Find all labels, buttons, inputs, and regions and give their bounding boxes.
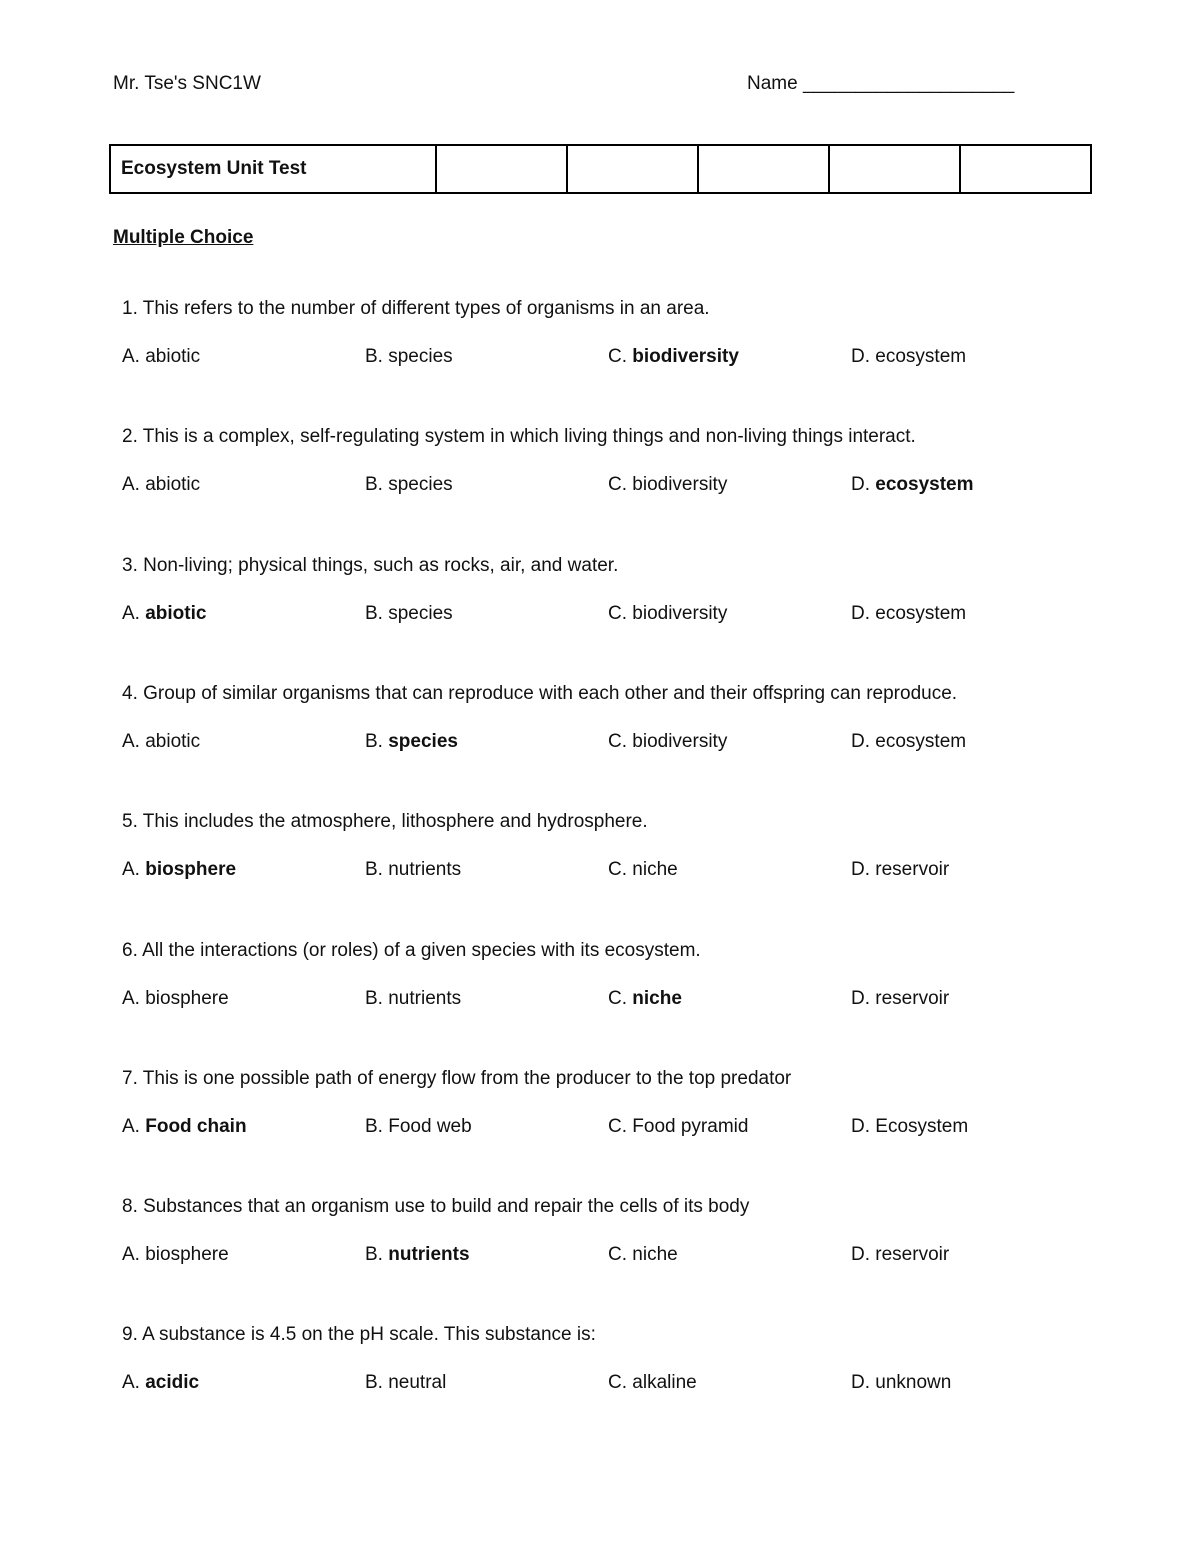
choice-letter: D. (851, 1372, 870, 1394)
score-cell (960, 145, 1091, 193)
choice-letter: B. (365, 1244, 383, 1266)
choice-letter: D. (851, 474, 870, 496)
choice-letter: A. (122, 730, 140, 752)
answer-choice[interactable] (608, 603, 727, 625)
choice-text: reservoir (875, 987, 950, 1009)
choice-text: unknown (875, 1372, 952, 1394)
choice-text: biodiversity (632, 602, 728, 624)
choice-letter: C. (608, 1372, 627, 1394)
choice-letter: B. (365, 602, 383, 624)
choice-text: species (388, 602, 453, 624)
answer-choice[interactable] (608, 1372, 697, 1394)
score-cell (436, 145, 567, 193)
score-cell (567, 145, 698, 193)
choice-text: niche (632, 859, 678, 881)
answer-choice[interactable] (608, 1244, 678, 1266)
choice-letter: B. (365, 1372, 383, 1394)
choice-letter: C. (608, 730, 627, 752)
choice-text: alkaline (632, 1372, 697, 1394)
answer-choice[interactable] (122, 1244, 229, 1266)
choice-letter: A. (122, 474, 140, 496)
choice-text: ecosystem (875, 602, 967, 624)
correct-choice-text: ecosystem (875, 474, 974, 496)
choice-letter: D. (851, 987, 870, 1009)
answer-choice[interactable] (365, 859, 461, 881)
answer-choice[interactable] (851, 1116, 968, 1138)
choice-letter: C. (608, 346, 627, 367)
answer-choice[interactable] (851, 731, 966, 753)
answer-choice[interactable] (608, 859, 678, 881)
choice-letter: D. (851, 602, 870, 624)
answer-choice[interactable] (608, 988, 682, 1010)
question-text: 3. Non-living; physical things, such as rocks, air, and water. (122, 554, 619, 576)
choice-text: Food web (388, 1115, 472, 1137)
course-label: Mr. Tse's SNC1W (113, 73, 261, 94)
choice-letter: B. (365, 1115, 383, 1137)
title-table (109, 144, 1092, 194)
choice-letter: D. (851, 859, 870, 881)
choice-letter: A. (122, 602, 140, 624)
answer-choice[interactable] (608, 1116, 748, 1138)
answer-choice[interactable] (365, 474, 453, 496)
choice-text: Food pyramid (632, 1115, 749, 1137)
question-text: 4. Group of similar organisms that can reproduce with each other and their offspring can reproduce. (122, 682, 958, 704)
choice-letter: A. (122, 1115, 140, 1137)
choice-letter: B. (365, 346, 383, 367)
correct-choice-text: abiotic (145, 602, 207, 624)
correct-choice-text: species (388, 730, 458, 752)
question-text: 7. This is one possible path of energy flow from the producer to the top predator (122, 1067, 792, 1089)
correct-choice-text: acidic (145, 1372, 200, 1394)
correct-choice-text: nutrients (388, 1244, 470, 1266)
answer-choice[interactable] (122, 1116, 247, 1138)
choice-letter: A. (122, 859, 140, 881)
answer-choice[interactable] (122, 988, 229, 1010)
answer-choice[interactable] (851, 1372, 951, 1394)
test-title: Ecosystem Unit Test (110, 145, 436, 193)
choice-letter: C. (608, 1244, 627, 1266)
answer-choice[interactable] (851, 346, 966, 368)
choice-text: Ecosystem (875, 1115, 969, 1137)
choice-letter: D. (851, 1115, 870, 1137)
choice-letter: D. (851, 1244, 870, 1266)
answer-choice[interactable] (365, 988, 461, 1010)
answer-choice[interactable] (122, 603, 206, 625)
question-text: 9. A substance is 4.5 on the pH scale. This substance is: (122, 1324, 596, 1346)
answer-choice[interactable] (851, 474, 974, 496)
choice-letter: C. (608, 474, 627, 496)
answer-choice[interactable] (851, 859, 949, 881)
choice-text: niche (632, 1244, 678, 1266)
choice-text: ecosystem (875, 730, 967, 752)
answer-choice[interactable] (365, 1244, 470, 1266)
choice-letter: C. (608, 1115, 627, 1137)
choice-letter: A. (122, 1244, 140, 1266)
choice-text: biosphere (145, 987, 229, 1009)
correct-choice-text: Food chain (145, 1115, 247, 1137)
choice-letter: A. (122, 987, 140, 1009)
correct-choice-text: biodiversity (632, 346, 739, 367)
answer-choice[interactable] (122, 474, 200, 496)
choice-text: nutrients (388, 987, 462, 1009)
choice-letter: D. (851, 730, 870, 752)
question-text: 2. This is a complex, self-regulating system in which living things and non-living things interact. (122, 426, 916, 448)
question-text: 5. This includes the atmosphere, lithosphere and hydrosphere. (122, 811, 648, 833)
choice-letter: A. (122, 1372, 140, 1394)
choice-text: species (388, 474, 453, 496)
choice-text: biodiversity (632, 730, 728, 752)
choice-text: biosphere (145, 1244, 229, 1266)
choice-text: abiotic (145, 346, 201, 367)
choice-letter: A. (122, 346, 140, 367)
answer-choice[interactable] (608, 731, 727, 753)
answer-choice[interactable] (122, 346, 200, 368)
choice-text: abiotic (145, 730, 201, 752)
choice-text: ecosystem (875, 346, 967, 367)
answer-choice[interactable] (365, 1372, 446, 1394)
choice-letter: D. (851, 346, 870, 367)
choice-text: reservoir (875, 859, 950, 881)
answer-choice[interactable] (365, 603, 453, 625)
correct-choice-text: niche (632, 987, 682, 1009)
answer-choice[interactable] (851, 988, 949, 1010)
choice-letter: C. (608, 987, 627, 1009)
answer-choice[interactable] (851, 1244, 949, 1266)
choice-text: species (388, 346, 453, 367)
score-cell (698, 145, 829, 193)
answer-choice[interactable] (122, 859, 236, 881)
correct-choice-text: biosphere (145, 859, 237, 881)
answer-choice[interactable] (851, 603, 966, 625)
answer-choice[interactable] (122, 731, 200, 753)
choice-letter: B. (365, 859, 383, 881)
question-text: 6. All the interactions (or roles) of a given species with its ecosystem. (122, 939, 701, 961)
choice-letter: C. (608, 602, 627, 624)
name-field-label: Name ____________________ (747, 73, 1015, 94)
answer-choice[interactable] (122, 1372, 199, 1394)
answer-choice[interactable] (608, 474, 727, 496)
choice-text: biodiversity (632, 474, 728, 496)
section-heading: Multiple Choice (113, 227, 254, 248)
question-text: 1. This refers to the number of different types of organisms in an area. (122, 298, 710, 319)
question-text: 8. Substances that an organism use to build and repair the cells of its body (122, 1196, 750, 1218)
choice-text: abiotic (145, 474, 201, 496)
choice-text: reservoir (875, 1244, 950, 1266)
answer-choice[interactable] (365, 346, 453, 368)
choice-text: neutral (388, 1372, 447, 1394)
choice-text: nutrients (388, 859, 462, 881)
answer-choice[interactable] (365, 731, 458, 753)
score-cell (829, 145, 960, 193)
choice-letter: C. (608, 859, 627, 881)
choice-letter: B. (365, 987, 383, 1009)
choice-letter: B. (365, 474, 383, 496)
answer-choice[interactable] (365, 1116, 472, 1138)
choice-letter: B. (365, 730, 383, 752)
answer-choice[interactable] (608, 346, 739, 368)
